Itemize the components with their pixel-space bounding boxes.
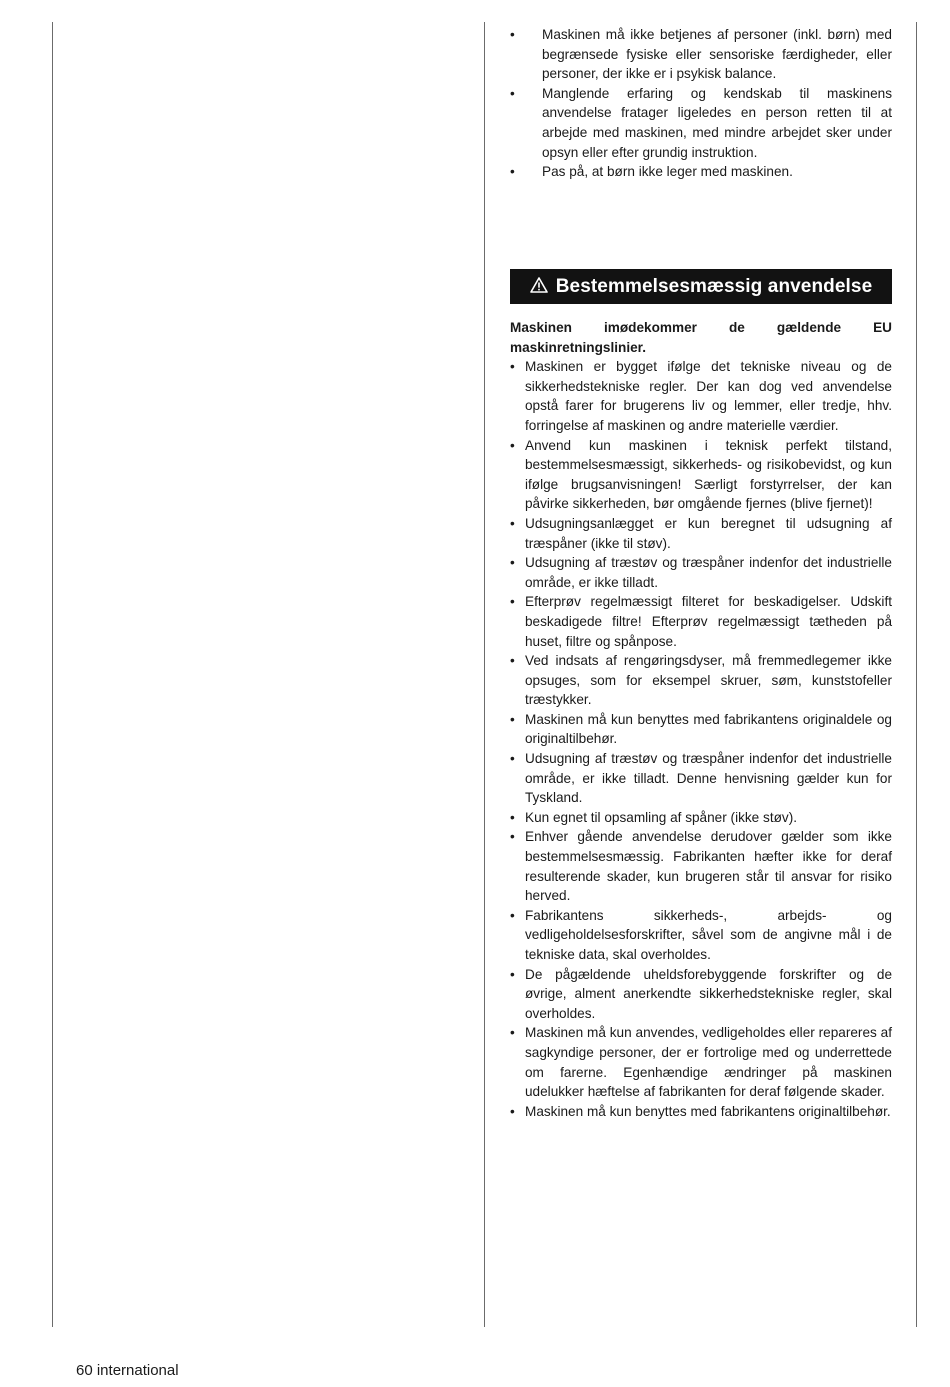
list-item: • Udsugningsanlægget er kun beregnet til udsugning af træspåner (ikke til støv). [510, 515, 892, 551]
list-item: • Manglende erfaring og kendskab til maskinens anvendelse fratager ligeledes en person retten til at arbejde med maskinen, med mindre arbejdet sker under opsyn eller efter grundig instruktion. [510, 85, 892, 160]
list-item: • Fabrikantens sikkerheds-, arbejds- og vedligeholdelsesforskrifter, såvel som de angivne mål i de tekniske data, skal overholdes. [510, 907, 892, 962]
list-item: • Ved indsats af rengøringsdyser, må fremmedlegemer ikke opsuges, som for eksempel skruer, søm, kunststofeller træstykker. [510, 653, 892, 708]
list-item: • Maskinen må kun benyttes med fabrikantens originaltilbehør. [510, 1103, 891, 1119]
page-footer: 60 international [76, 1362, 179, 1379]
list-item: • Maskinen må kun anvendes, vedligeholdes eller repareres af sagkyndige personer, der er fortrolige med og underrettede om farerne. Egenhændige ændringer på maskinen udelukker hæftelse af fabrikanten for deraf følgende skader. [510, 1025, 892, 1100]
column-divider-middle [484, 22, 485, 1327]
section-intro: Maskinen imødekommer de gældende EU maskinretningslinier. [510, 320, 892, 355]
list-item: • Kun egnet til opsamling af spåner (ikke støv). [510, 809, 798, 825]
list-item: • Udsugning af træstøv og træspåner indenfor det industrielle område, er ikke tilladt. [510, 555, 892, 590]
list-item: • Anvend kun maskinen i teknisk perfekt tilstand, bestemmelsesmæssigt, sikkerheds- og risikobevidst, og kun ifølge brugsanvisningen! Særligt forstyrrelser, der kan påvirke sikkerheden, bør omgående fjernes (blive fjernet)! [510, 437, 892, 512]
list-item: • Maskinen er bygget ifølge det tekniske niveau og de sikkerhedstekniske regler. Der kan dog ved anvendelse opstå farer for brugerens liv og lemmer, eller tredje, hhv. forringelse af maskinen og andre materielle værdier. [510, 359, 892, 433]
section-heading [510, 269, 892, 304]
list-item: • Maskinen må ikke betjenes af personer (inkl. børn) med begrænsede fysiske eller sensoriske færdigheder, eller personer, der ikke er i psykisk balance. [510, 27, 892, 82]
column-divider-right [916, 22, 917, 1327]
list-item: • Udsugning af træstøv og træspåner indenfor det industrielle område, er ikke tilladt. Denne henvisning gælder kun for Tyskland. [510, 751, 892, 806]
section-body [510, 318, 892, 1121]
section-title: Bestemmelsesmæssig anvendelse [555, 275, 873, 297]
list-item: • Enhver gående anvendelse derudover gælder som ikke bestemmelsesmæssig. Fabrikanten hæfter ikke for deraf resulterende skader, kun brugeren står til ansvar for risiko herved. [510, 829, 892, 904]
list-item: • Maskinen må kun benyttes med fabrikantens originaldele og originaltilbehør. [510, 711, 892, 747]
list-item: • Efterprøv regelmæssigt filteret for beskadigelser. Udskift beskadigede filtre! Efterprøv regelmæssigt tætheden på huset, filtre og spånpose. [510, 594, 892, 649]
warning-triangle-icon [530, 277, 548, 299]
list-item: • De pågældende uheldsforebyggende forskrifter og de øvrige, alment anerkendte sikkerhedstekniske regler, skal overholdes. [510, 966, 892, 1021]
list-item: • Pas på, at børn ikke leger med maskinen. [510, 164, 793, 180]
column-divider-left [52, 22, 53, 1327]
top-bullet-list [510, 25, 892, 182]
